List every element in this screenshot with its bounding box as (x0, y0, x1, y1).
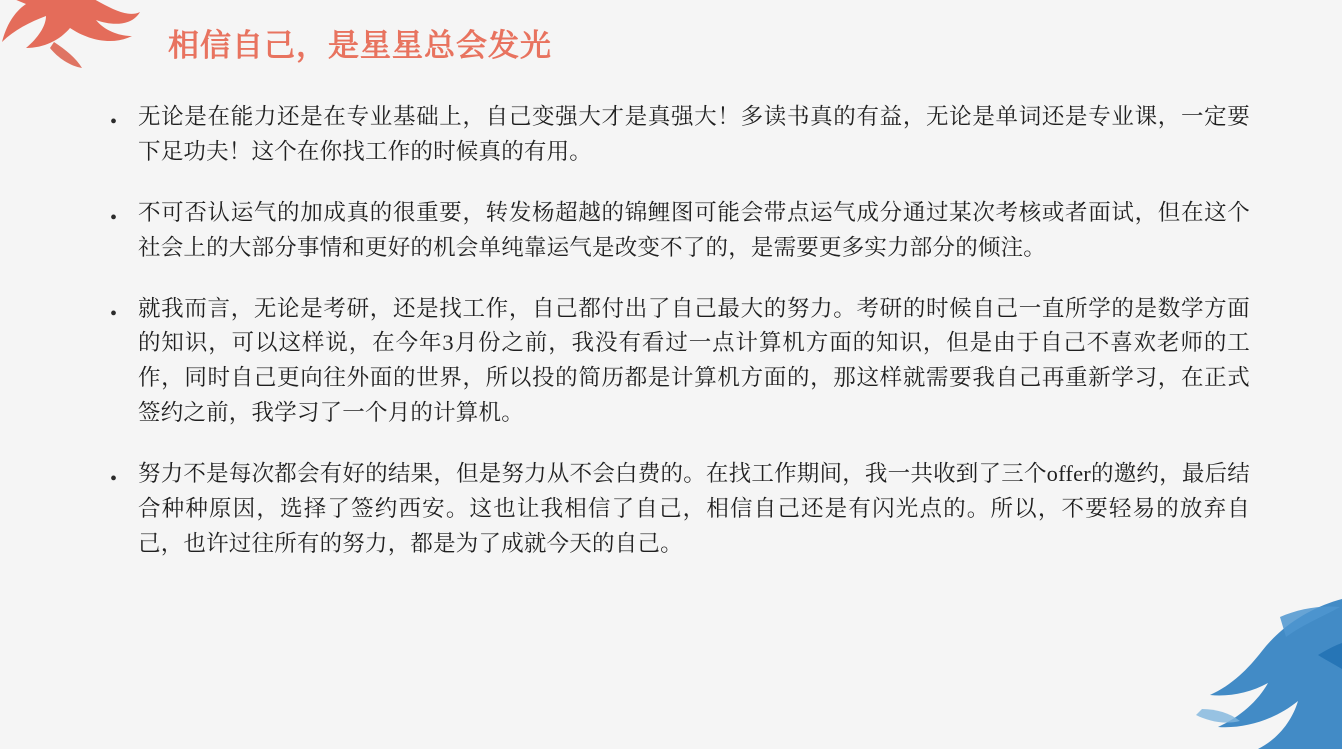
bullet-marker-icon: • (110, 302, 118, 325)
list-item-text: 就我而言，无论是考研，还是找工作，自己都付出了自己最大的努力。考研的时候自己一直所学的是数学方面的知识，可以这样说，在今年3月份之前，我没有看过一点计算机方面的知识，但是由于自己不喜欢老师的工作，同时自己更向往外面的世界，所以投的简历都是计算机方面的，那这样就需要我自己再重新学习，在正式签约之前，我学习了一个月的计算机。 (138, 295, 1250, 426)
list-item-text: 不可否认运气的加成真的很重要，转发杨超越的锦鲤图可能会带点运气成分通过某次考核或者面试，但在这个社会上的大部分事情和更好的机会单纯靠运气是改变不了的，是需要更多实力部分的倾注。 (138, 199, 1250, 260)
list-item (110, 457, 1250, 562)
bullet-marker-icon: • (110, 206, 118, 229)
list-item-text: 努力不是每次都会有好的结果，但是努力从不会白费的。在找工作期间，我一共收到了三个offer的邀约，最后结合种种原因，选择了签约西安。这也让我相信了自己，相信自己还是有闪光点的。所以，不要轻易的放弃自己，也许过往所有的努力，都是为了成就今天的自己。 (138, 461, 1250, 556)
page-title: 相信自己，是星星总会发光 (168, 28, 552, 63)
list-item (110, 196, 1250, 266)
bullet-marker-icon: • (110, 111, 118, 133)
bullet-list (110, 100, 1250, 588)
bullet-marker-icon: • (110, 468, 118, 490)
list-item (110, 100, 1250, 170)
brush-stroke-top-left-icon (0, 0, 160, 92)
list-item (110, 292, 1250, 432)
list-item-text: 无论是在能力还是在专业基础上，自己变强大才是真强大！多读书真的有益，无论是单词还是专业课，一定要下足功夫！这个在你找工作的时候真的有用。 (138, 104, 1250, 164)
